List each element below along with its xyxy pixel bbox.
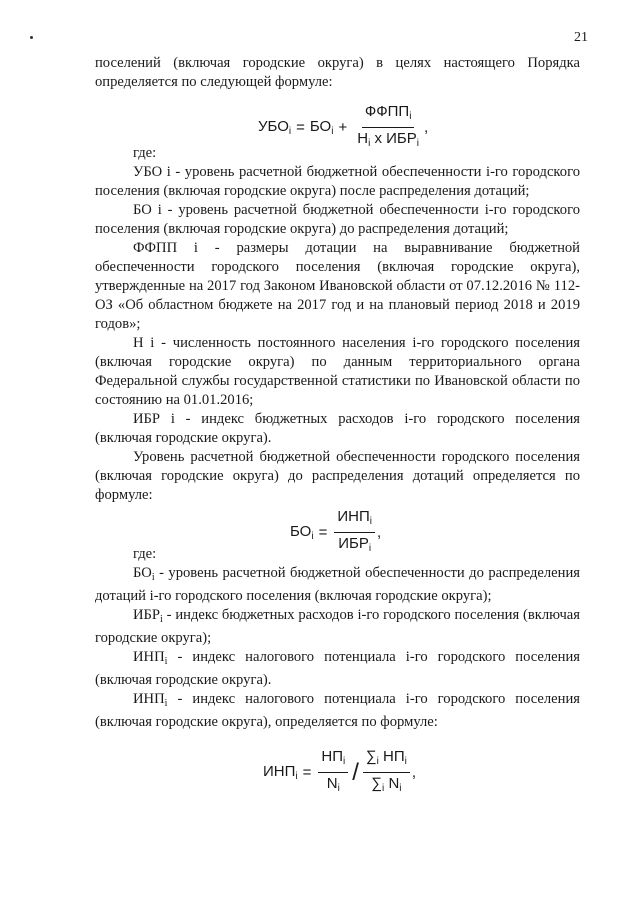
f3-slash: /: [352, 758, 359, 786]
f2-numerator: $ИНП_i$: [334, 508, 375, 533]
f3-fraction-2: [363, 748, 410, 797]
f3-numerator-2: $\sum_i$ $НП_i$: [363, 748, 410, 773]
def2-inp-formula-intro: $ИНП_i$ - индекс налогового потенциала i-го городского поселения (включая городские округа), определяется по формуле:: [95, 691, 580, 730]
f1-plus: +: [338, 119, 348, 136]
def-ibr: ИБР i - индекс бюджетных расходов i-го городского поселения (включая городские округа).: [95, 411, 580, 446]
f2-denominator: $ИБР_i$: [338, 535, 372, 554]
f1-denominator: $Н_i$ х $ИБР_i$: [357, 130, 420, 149]
def2-inp: $ИНП_i$ - индекс налогового потенциала i-го городского поселения (включая городские округа).: [95, 649, 580, 688]
definitions-block-1: [95, 144, 580, 505]
where-label-2: где:: [133, 546, 157, 562]
scan-speck: [30, 36, 33, 39]
page-number: 21: [574, 30, 588, 45]
f3-fraction-1: [318, 748, 348, 797]
f3-numerator-1: $НП_i$: [318, 748, 348, 773]
f3-lhs: $ИНП_i$: [263, 763, 298, 782]
f1-term: $БО_i$: [309, 118, 334, 137]
f1-numerator: $ФФПП_i$: [362, 103, 415, 128]
where-label-1: где:: [133, 145, 157, 161]
intro-block: [95, 54, 580, 92]
def-n: Н i - численность постоянного населения i-го городского поселения (включая городские округа) по данным территориального органа Федеральной службы государственной статистики по Ивановской области по состоянию на 01.01.2016;: [95, 335, 580, 408]
f1-lhs: $УБО_i$: [258, 118, 292, 137]
def-ubo: УБО i - уровень расчетной бюджетной обеспеченности i-го городского поселения (включая городские округа) после распределения дотаций;: [95, 164, 580, 199]
f3-eq: =: [302, 764, 312, 781]
def2-bo: $БО_i$ - уровень расчетной бюджетной обеспеченности до распределения дотаций i-го городского поселения (включая городские округа);: [95, 565, 580, 604]
def-ffpp: ФФПП i - размеры дотации на выравнивание бюджетной обеспеченности городского поселения (включая городские округа), утвержденные на 2017 год Законом Ивановской области от 07.12.2016 № 112-ОЗ «Об областном бюджете на 2017 год и на плановый период 2018 и 2019 годов»;: [95, 240, 580, 332]
f2-eq: =: [318, 524, 328, 541]
intro-paragraph: поселений (включая городские округа) в целях настоящего Порядка определяется по следующей формуле:: [95, 55, 580, 90]
f1-eq: =: [296, 119, 305, 136]
f3-tail: ,: [411, 764, 417, 781]
f3-denominator-2: $\sum_i$ $N_i$: [371, 775, 402, 794]
def2-ibr: $ИБР_i$ - индекс бюджетных расходов i-го городского поселения (включая городские округа);: [95, 607, 580, 646]
para-bo-formula-intro: Уровень расчетной бюджетной обеспеченности городского поселения (включая городские округа) до распределения дотаций определяется по формуле:: [95, 449, 580, 503]
f2-lhs: $БО_i$: [290, 523, 314, 542]
definitions-block-2: [95, 545, 580, 732]
f1-tail: ,: [424, 119, 429, 136]
f2-tail: ,: [376, 524, 382, 541]
f3-denominator-1: $N_i$: [326, 775, 340, 794]
def-bo: БО i - уровень расчетной бюджетной обеспеченности i-го городского поселения (включая городские округа) до распределения дотаций;: [95, 202, 580, 237]
formula-inp: [263, 748, 416, 797]
